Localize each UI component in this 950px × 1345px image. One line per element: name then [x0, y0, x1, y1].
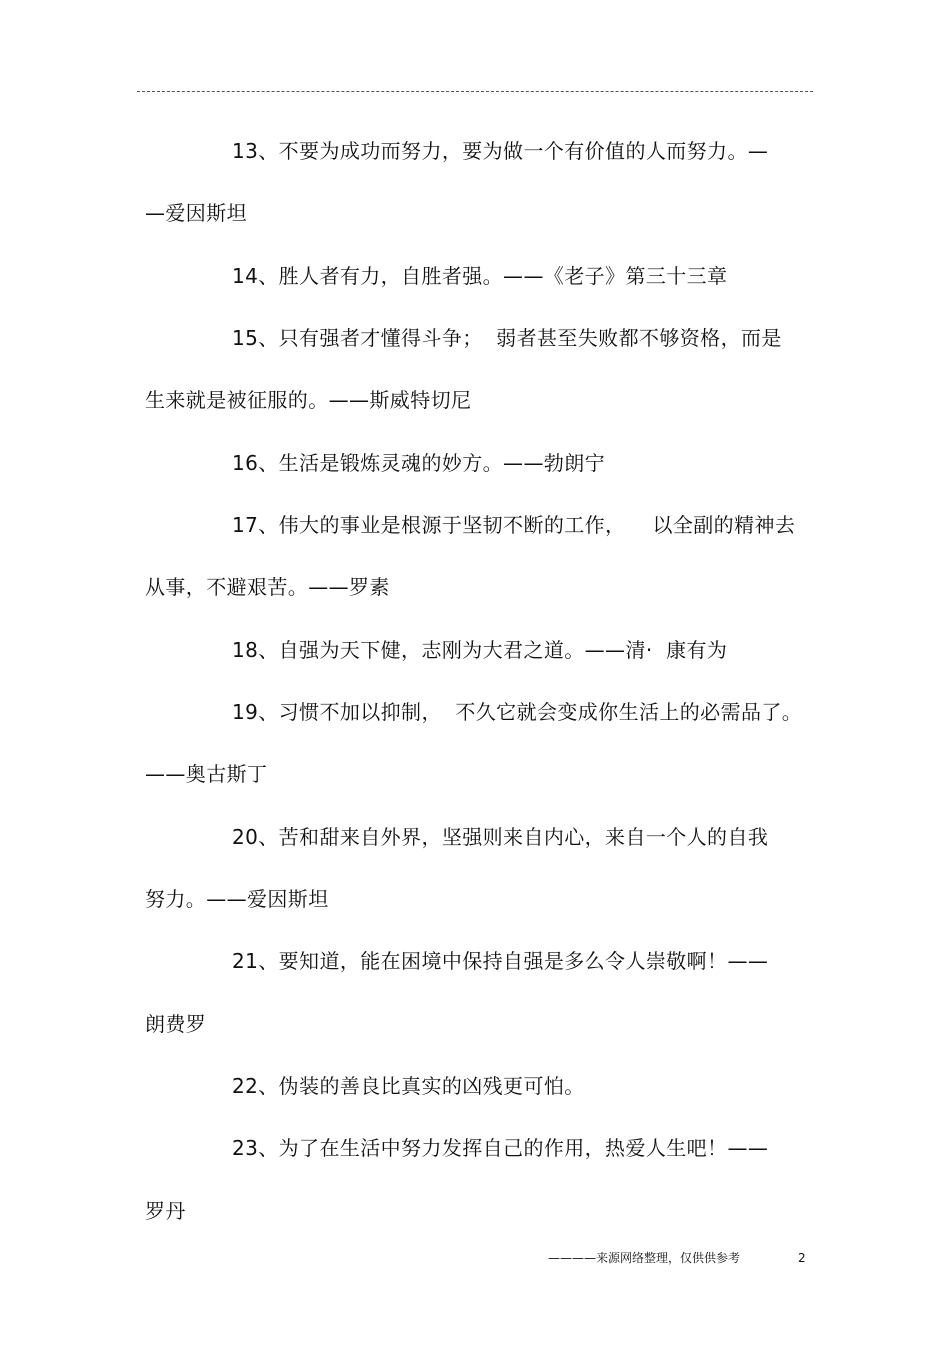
quote-23-line-2: 罗丹 [145, 1199, 186, 1223]
quote-20-line-1: 20、苦和甜来自外界，坚强则来自内心，来自一个人的自我 [232, 825, 769, 849]
page-number: 2 [798, 1251, 806, 1265]
quote-21-line-1: 21、要知道，能在困境中保持自强是多么令人崇敬啊！—— [232, 949, 769, 973]
quote-20-line-2: 努力。——爱因斯坦 [145, 887, 329, 911]
quote-15-line-2: 生来就是被征服的。——斯威特切尼 [145, 388, 472, 412]
quote-13-line-2: —爱因斯坦 [145, 201, 247, 225]
quote-17-line-2: 从事，不避艰苦。——罗素 [145, 575, 390, 599]
quote-18-line-1: 18、自强为天下健，志刚为大君之道。——清· 康有为 [232, 638, 728, 662]
footer-source-note: ————来源网络整理，仅供供参考 [548, 1251, 741, 1265]
quote-19-line-1: 19、习惯不加以抑制， 不久它就会变成你生活上的必需品了。 [232, 700, 803, 724]
quote-15-line-1: 15、只有强者才懂得斗争； 弱者甚至失败都不够资格，而是 [232, 326, 782, 350]
quote-13-line-1: 13、不要为成功而努力，要为做一个有价值的人而努力。— [232, 139, 769, 163]
quote-14-line-1: 14、胜人者有力，自胜者强。——《老子》第三十三章 [232, 264, 728, 288]
quote-16-line-1: 16、生活是锻炼灵魂的妙方。——勃朗宁 [232, 451, 606, 475]
quote-19-line-2: ——奥古斯丁 [145, 762, 268, 786]
quote-17-line-1: 17、伟大的事业是根源于坚韧不断的工作， 以全副的精神去 [232, 513, 796, 537]
quote-23-line-1: 23、为了在生活中努力发挥自己的作用，热爱人生吧！—— [232, 1136, 769, 1160]
quote-21-line-2: 朗费罗 [145, 1012, 207, 1036]
quote-22-line-1: 22、伪装的善良比真实的凶残更可怕。 [232, 1074, 585, 1098]
header-divider [137, 91, 813, 92]
